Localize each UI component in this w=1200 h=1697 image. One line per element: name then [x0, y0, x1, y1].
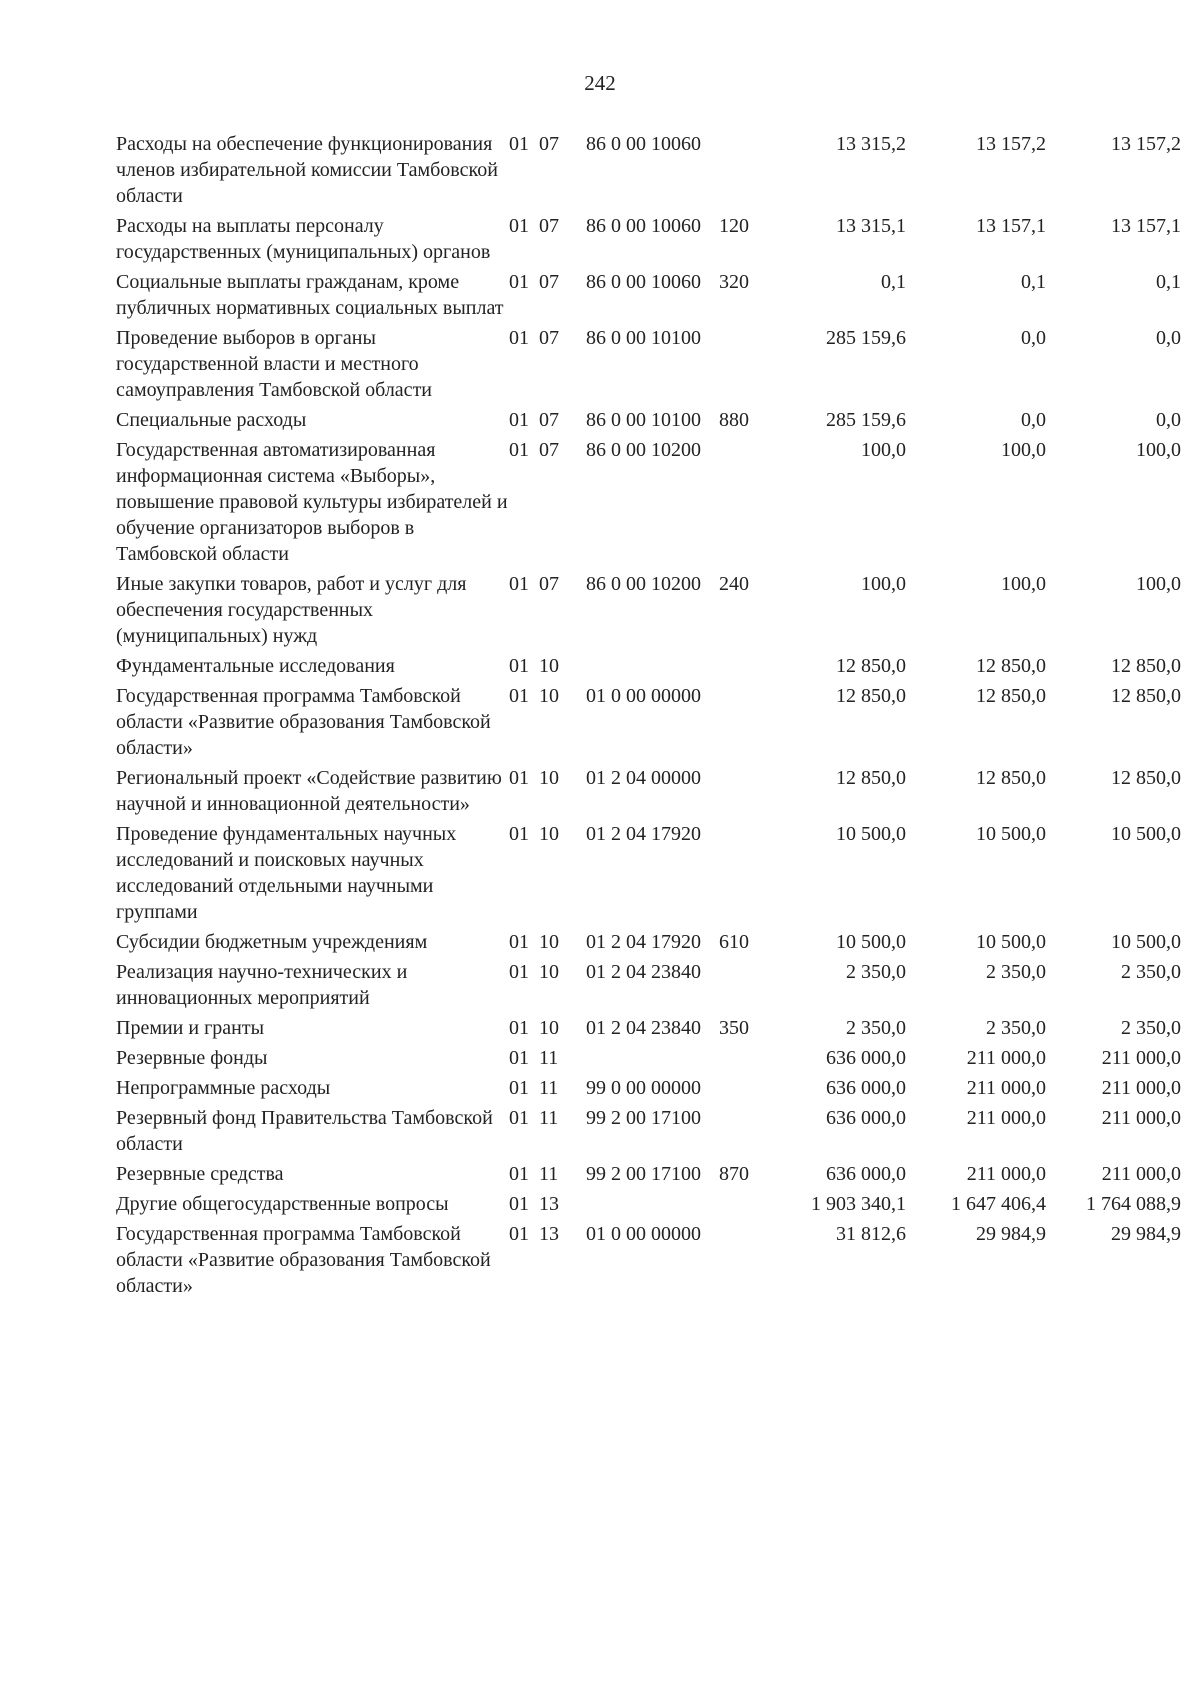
table-row — [116, 131, 1181, 213]
section-code: 01 — [509, 271, 529, 293]
target-article-code: 01 0 00 00000 — [586, 685, 701, 707]
subsection-code: 11 — [539, 1077, 559, 1099]
subsection-code: 07 — [539, 327, 559, 349]
table-row — [116, 1105, 1181, 1161]
row-name: Резервные фонды — [116, 1047, 268, 1069]
subsection-code: 11 — [539, 1163, 559, 1185]
amount-year-2: 12 850,0 — [976, 655, 1046, 677]
section-code: 01 — [509, 1163, 529, 1185]
table-row — [116, 929, 1181, 959]
section-code: 01 — [509, 931, 529, 953]
row-name: Реализация научно-технических и инновационных мероприятий — [116, 961, 408, 1009]
subsection-code: 13 — [539, 1193, 559, 1215]
table-row — [116, 1015, 1181, 1045]
section-code: 01 — [509, 573, 529, 595]
expense-type-code — [719, 437, 774, 571]
subsection-code: 13 — [539, 1223, 559, 1245]
table-row — [116, 1045, 1181, 1075]
amount-year-3: 10 500,0 — [1111, 823, 1181, 845]
expense-type-code: 120 — [719, 215, 749, 237]
amount-year-2: 2 350,0 — [986, 961, 1046, 983]
subsection-code: 07 — [539, 133, 559, 155]
expense-type-code: 350 — [719, 1017, 749, 1039]
section-code: 01 — [509, 1107, 529, 1129]
target-article-code: 86 0 00 10200 — [586, 573, 701, 595]
target-article-code: 86 0 00 10060 — [586, 271, 701, 293]
section-code: 01 — [509, 409, 529, 431]
amount-year-3: 0,0 — [1156, 327, 1181, 349]
expense-type-code — [719, 683, 774, 765]
amount-year-1: 0,1 — [881, 271, 906, 293]
target-article-code: 99 2 00 17100 — [586, 1163, 701, 1185]
subsection-code: 07 — [539, 409, 559, 431]
target-article-code: 86 0 00 10100 — [586, 409, 701, 431]
subsection-code: 07 — [539, 215, 559, 237]
amount-year-3: 2 350,0 — [1121, 961, 1181, 983]
amount-year-1: 636 000,0 — [826, 1047, 906, 1069]
amount-year-3: 12 850,0 — [1111, 655, 1181, 677]
amount-year-1: 2 350,0 — [846, 961, 906, 983]
amount-year-3: 211 000,0 — [1101, 1163, 1181, 1185]
row-name: Проведение фундаментальных научных исследований и поисковых научных исследований отдельными научными группами — [116, 823, 457, 923]
target-article-code: 01 2 04 17920 — [586, 823, 701, 845]
amount-year-2: 100,0 — [1001, 573, 1046, 595]
target-article-code: 01 0 00 00000 — [586, 1223, 701, 1245]
amount-year-1: 12 850,0 — [836, 685, 906, 707]
amount-year-3: 12 850,0 — [1111, 767, 1181, 789]
target-article-code: 86 0 00 10060 — [586, 215, 701, 237]
expense-type-code — [719, 653, 774, 683]
expense-type-code — [719, 131, 774, 213]
amount-year-1: 12 850,0 — [836, 767, 906, 789]
table-row — [116, 571, 1181, 653]
amount-year-2: 211 000,0 — [966, 1047, 1046, 1069]
target-article-code: 86 0 00 10100 — [586, 327, 701, 349]
target-article-code: 01 2 04 23840 — [586, 961, 701, 983]
amount-year-3: 100,0 — [1136, 573, 1181, 595]
amount-year-1: 13 315,1 — [836, 215, 906, 237]
expense-type-code: 240 — [719, 573, 749, 595]
page-number: 242 — [584, 71, 616, 95]
expense-type-code — [719, 821, 774, 929]
section-code: 01 — [509, 655, 529, 677]
row-name: Региональный проект «Содействие развитию научной и инновационной деятельности» — [116, 767, 502, 815]
row-name: Проведение выборов в органы государственной власти и местного самоуправления Тамбовской области — [116, 327, 433, 401]
amount-year-3: 29 984,9 — [1111, 1223, 1181, 1245]
amount-year-3: 2 350,0 — [1121, 1017, 1181, 1039]
expense-type-code — [719, 1075, 774, 1105]
subsection-code: 11 — [539, 1047, 559, 1069]
row-name: Специальные расходы — [116, 409, 307, 431]
amount-year-3: 12 850,0 — [1111, 685, 1181, 707]
subsection-code: 07 — [539, 439, 559, 461]
amount-year-2: 13 157,1 — [976, 215, 1046, 237]
table-row — [116, 1075, 1181, 1105]
target-article-code — [586, 1045, 719, 1075]
expense-type-code — [719, 1191, 774, 1221]
row-name: Расходы на обеспечение функционирования членов избирательной комиссии Тамбовской области — [116, 133, 498, 207]
expense-type-code — [719, 959, 774, 1015]
amount-year-2: 13 157,2 — [976, 133, 1046, 155]
amount-year-3: 10 500,0 — [1111, 931, 1181, 953]
section-code: 01 — [509, 685, 529, 707]
expense-type-code: 610 — [719, 931, 749, 953]
subsection-code: 10 — [539, 655, 559, 677]
amount-year-1: 31 812,6 — [836, 1223, 906, 1245]
budget-table — [116, 131, 1181, 1303]
target-article-code: 86 0 00 10060 — [586, 133, 701, 155]
expense-type-code — [719, 325, 774, 407]
row-name: Фундаментальные исследования — [116, 655, 395, 677]
amount-year-2: 211 000,0 — [966, 1077, 1046, 1099]
row-name: Субсидии бюджетным учреждениям — [116, 931, 428, 953]
expense-type-code — [719, 1045, 774, 1075]
amount-year-2: 10 500,0 — [976, 823, 1046, 845]
row-name: Резервный фонд Правительства Тамбовской области — [116, 1107, 493, 1155]
target-article-code: 99 2 00 17100 — [586, 1107, 701, 1129]
subsection-code: 07 — [539, 573, 559, 595]
subsection-code: 10 — [539, 1017, 559, 1039]
target-article-code: 99 0 00 00000 — [586, 1077, 701, 1099]
row-name: Социальные выплаты гражданам, кроме публичных нормативных социальных выплат — [116, 271, 504, 319]
table-row — [116, 437, 1181, 571]
amount-year-2: 0,0 — [1021, 409, 1046, 431]
amount-year-3: 211 000,0 — [1101, 1047, 1181, 1069]
table-row — [116, 765, 1181, 821]
target-article-code: 01 2 04 00000 — [586, 767, 701, 789]
amount-year-2: 29 984,9 — [976, 1223, 1046, 1245]
amount-year-1: 13 315,2 — [836, 133, 906, 155]
amount-year-1: 100,0 — [861, 573, 906, 595]
amount-year-1: 636 000,0 — [826, 1077, 906, 1099]
target-article-code: 01 2 04 23840 — [586, 1017, 701, 1039]
amount-year-2: 1 647 406,4 — [951, 1193, 1046, 1215]
section-code: 01 — [509, 1017, 529, 1039]
section-code: 01 — [509, 961, 529, 983]
expense-type-code — [719, 1221, 774, 1303]
row-name: Расходы на выплаты персоналу государственных (муниципальных) органов — [116, 215, 491, 263]
table-row — [116, 653, 1181, 683]
section-code: 01 — [509, 767, 529, 789]
section-code: 01 — [509, 327, 529, 349]
amount-year-2: 0,0 — [1021, 327, 1046, 349]
expense-type-code — [719, 765, 774, 821]
table-row — [116, 407, 1181, 437]
subsection-code: 10 — [539, 823, 559, 845]
subsection-code: 10 — [539, 931, 559, 953]
amount-year-2: 12 850,0 — [976, 767, 1046, 789]
table-row — [116, 821, 1181, 929]
section-code: 01 — [509, 133, 529, 155]
section-code: 01 — [509, 1193, 529, 1215]
amount-year-3: 13 157,2 — [1111, 133, 1181, 155]
amount-year-2: 2 350,0 — [986, 1017, 1046, 1039]
table-row — [116, 213, 1181, 269]
row-name: Государственная автоматизированная информационная система «Выборы», повышение правовой культуры избирателей и обучение организаторов выборов в Тамбовской области — [116, 439, 508, 565]
row-name: Государственная программа Тамбовской области «Развитие образования Тамбовской области» — [116, 685, 491, 759]
amount-year-1: 285 159,6 — [826, 409, 906, 431]
section-code: 01 — [509, 823, 529, 845]
amount-year-1: 12 850,0 — [836, 655, 906, 677]
target-article-code — [586, 1191, 719, 1221]
amount-year-1: 1 903 340,1 — [811, 1193, 906, 1215]
expense-type-code: 320 — [719, 271, 749, 293]
table-row — [116, 959, 1181, 1015]
amount-year-1: 285 159,6 — [826, 327, 906, 349]
section-code: 01 — [509, 1223, 529, 1245]
amount-year-2: 12 850,0 — [976, 685, 1046, 707]
row-name: Премии и гранты — [116, 1017, 265, 1039]
table-row — [116, 1161, 1181, 1191]
amount-year-1: 2 350,0 — [846, 1017, 906, 1039]
amount-year-2: 100,0 — [1001, 439, 1046, 461]
row-name: Резервные средства — [116, 1163, 284, 1185]
amount-year-1: 10 500,0 — [836, 931, 906, 953]
target-article-code: 86 0 00 10200 — [586, 439, 701, 461]
amount-year-2: 211 000,0 — [966, 1163, 1046, 1185]
expense-type-code: 880 — [719, 409, 749, 431]
budget-table-body — [116, 131, 1181, 1303]
table-row — [116, 1191, 1181, 1221]
amount-year-2: 0,1 — [1021, 271, 1046, 293]
table-row — [116, 325, 1181, 407]
row-name: Непрограммные расходы — [116, 1077, 331, 1099]
amount-year-3: 100,0 — [1136, 439, 1181, 461]
amount-year-2: 10 500,0 — [976, 931, 1046, 953]
section-code: 01 — [509, 439, 529, 461]
subsection-code: 10 — [539, 961, 559, 983]
row-name: Государственная программа Тамбовской области «Развитие образования Тамбовской области» — [116, 1223, 491, 1297]
amount-year-1: 10 500,0 — [836, 823, 906, 845]
amount-year-1: 636 000,0 — [826, 1107, 906, 1129]
target-article-code — [586, 653, 719, 683]
subsection-code: 11 — [539, 1107, 559, 1129]
row-name: Другие общегосударственные вопросы — [116, 1193, 449, 1215]
amount-year-3: 0,1 — [1156, 271, 1181, 293]
amount-year-2: 211 000,0 — [966, 1107, 1046, 1129]
section-code: 01 — [509, 215, 529, 237]
amount-year-1: 100,0 — [861, 439, 906, 461]
subsection-code: 07 — [539, 271, 559, 293]
target-article-code: 01 2 04 17920 — [586, 931, 701, 953]
amount-year-3: 211 000,0 — [1101, 1077, 1181, 1099]
subsection-code: 10 — [539, 685, 559, 707]
table-row — [116, 683, 1181, 765]
amount-year-3: 0,0 — [1156, 409, 1181, 431]
amount-year-3: 211 000,0 — [1101, 1107, 1181, 1129]
subsection-code: 10 — [539, 767, 559, 789]
table-row — [116, 1221, 1181, 1303]
expense-type-code — [719, 1105, 774, 1161]
amount-year-1: 636 000,0 — [826, 1163, 906, 1185]
section-code: 01 — [509, 1047, 529, 1069]
section-code: 01 — [509, 1077, 529, 1099]
table-row — [116, 269, 1181, 325]
amount-year-3: 13 157,1 — [1111, 215, 1181, 237]
row-name: Иные закупки товаров, работ и услуг для обеспечения государственных (муниципальных) нужд — [116, 573, 467, 647]
expense-type-code: 870 — [719, 1163, 749, 1185]
amount-year-3: 1 764 088,9 — [1086, 1193, 1181, 1215]
